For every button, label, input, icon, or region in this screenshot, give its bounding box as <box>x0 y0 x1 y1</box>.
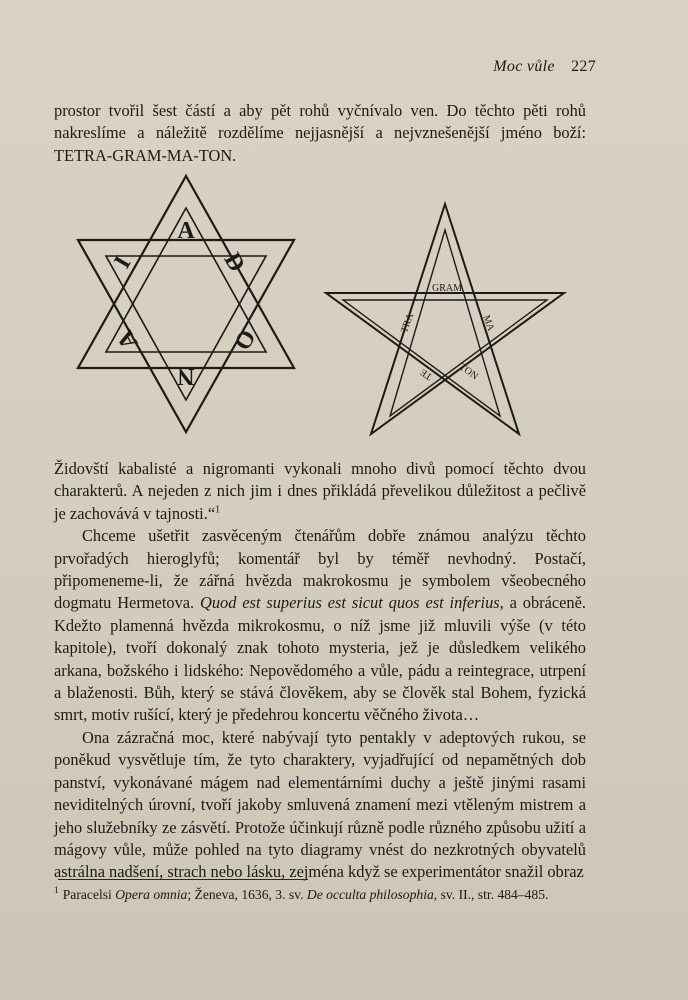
pentagram-syllable-te: TE <box>418 366 435 383</box>
text-block-main <box>54 458 586 884</box>
paragraph-2 <box>54 458 586 525</box>
paragraph-3 <box>54 525 586 727</box>
pentagram-syllable-ton: TON <box>456 361 480 383</box>
hexagram-letter-d: D <box>218 248 250 277</box>
hexagram-down-triangle-outer <box>78 240 294 432</box>
text-block-top <box>54 100 586 167</box>
hexagram-up-triangle-outer <box>78 176 294 368</box>
paragraph-1: prostor tvořil šest částí a aby pět rohů vyčnívalo ven. Do těchto pěti rohů nakreslíme a náležitě rozdělíme nejjasnější a nejvznešenější jméno boží: TETRA-GRAM-MA-TON. <box>54 101 586 165</box>
footnote-title-de-occulta: De occulta philosophia <box>306 887 434 902</box>
hexagram-letter-n: N <box>177 363 195 389</box>
figure-hexagram-pentagram <box>0 160 688 450</box>
footnote <box>54 886 586 904</box>
footnote-divider <box>58 879 308 880</box>
running-head <box>493 58 596 76</box>
footnote-text-c: , sv. II., str. 484–485. <box>433 887 549 902</box>
footnote-reference: 1 <box>215 504 221 516</box>
pentagram-syllable-ma: MA <box>480 313 497 333</box>
paragraph-3-text-a: Chceme ušetřit zasvěceným čtenářům dobře známou analýzu těchto prvořadých hieroglyfů; komentář byl by téměř nevhodný. Postačí, připomeneme-li, že zářná hvězda makrokosmu je symbolem všeobecného dogmatu Hermetova. <box>54 526 586 613</box>
hexagram-letter-a-left: A <box>112 325 144 354</box>
footnote-text-a: Paracelsi <box>62 887 116 902</box>
footnote-number: 1 <box>54 886 59 897</box>
footnote-text-b: ; Ženeva, 1636, 3. sv. <box>187 887 307 902</box>
pentagram-outer <box>326 204 564 434</box>
paragraph-2-text: Židovští kabalisté a nigromanti vykonali mnoho divů pomocí těchto dvou charakterů. A nejeden z nich jim i dnes přikládá převelikou důležitost a pečlivě je zachovává v tajnosti.“ <box>54 459 586 523</box>
running-head-title: Moc vůle <box>493 58 555 75</box>
pentagram-figure <box>326 204 564 434</box>
hexagram-figure <box>78 176 294 432</box>
pentagram-inner <box>343 230 547 416</box>
hexagram-letter-a-top: A <box>177 218 195 244</box>
paragraph-3-latin-quote: Quod est superius est sicut quos est inferius <box>200 593 500 613</box>
paragraph-3-text-b: , a obráceně. Kdežto plamenná hvězda mikrokosmu, o níž jsme již mluvili výše (v této kapitole), tvoří dokonalý znak tohoto mysteria, jež je důsledkem velikého arkana, božského i lidského: Nepovědomého a vůle, pádu a reintegrace, utrpení a blaženosti. Bůh, který se stává člověkem, aby se člověk stal Bohem, fyzická smrt, motiv rušící, který je předehrou koncertu věčného života… <box>54 593 586 725</box>
hexagram-letter-i: I <box>109 251 137 274</box>
paragraph-4: Ona zázračná moc, které nabývají tyto pentakly v adeptových rukou, se poněkud vysvětluje tím, že tyto charaktery, vyjadřující od nepamětných dob panství, vykonávané mágem nad elementárními duchy a ještě jinými rasami neviditelných úrovní, tvoří jakoby smluvená znamení mezi vtěleným mistrem a jeho služebníky ze zásvětí. Protože účinkují různě podle různého způsobu užití a mágovy vůle, může pohled na tyto diagramy vnést do nezkrotných obyvatelů astrálna nadšení, strach nebo lásku, zejména když se experimentátor snažil obraz <box>54 727 586 882</box>
footnote-title-opera: Opera omnia <box>115 887 188 902</box>
page-number: 227 <box>571 58 596 75</box>
pentagram-syllable-tra: TRA <box>399 311 417 335</box>
pentagram-syllable-gram: GRAM <box>431 283 463 294</box>
hexagram-letter-o: O <box>228 324 261 355</box>
